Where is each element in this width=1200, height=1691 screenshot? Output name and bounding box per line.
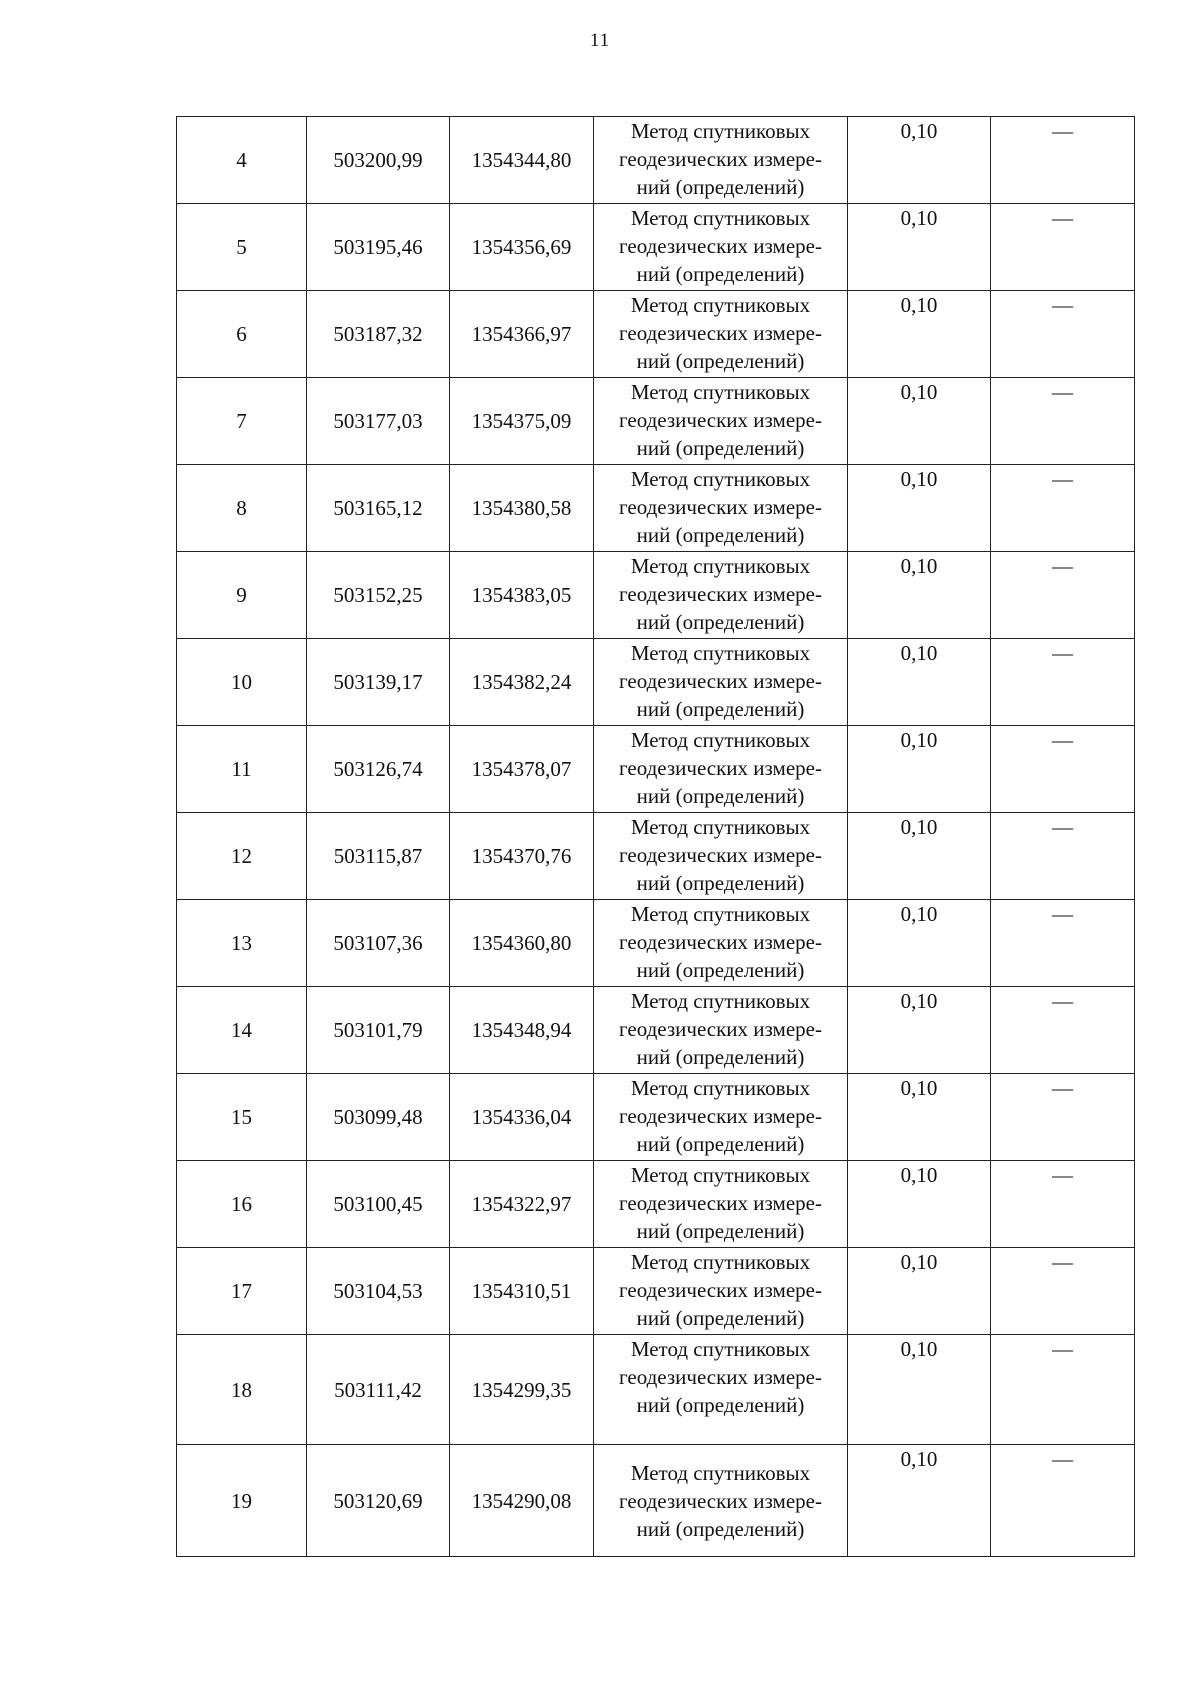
method-line: геодезических измере- xyxy=(619,1278,822,1302)
accuracy-cell: 0,10 xyxy=(848,378,991,465)
dash-mark: — xyxy=(1052,1076,1073,1100)
method-line: ний (определений) xyxy=(636,871,805,895)
y-coordinate-cell: 1354356,69 xyxy=(450,204,594,291)
method-line: геодезических измере- xyxy=(619,1191,822,1215)
method-line: Метод спутниковых xyxy=(630,119,811,143)
method-line: Метод спутниковых xyxy=(630,728,811,752)
y-coordinate-cell: 1354310,51 xyxy=(450,1248,594,1335)
method-line: геодезических измере- xyxy=(619,321,822,345)
y-coordinate-cell: 1354290,08 xyxy=(450,1445,594,1557)
method-cell xyxy=(594,1161,848,1248)
y-coordinate-cell: 1354383,05 xyxy=(450,552,594,639)
method-line: ний (определений) xyxy=(636,1045,805,1069)
method-line: ний (определений) xyxy=(636,1132,805,1156)
accuracy-cell: 0,10 xyxy=(848,204,991,291)
method-line: Метод спутниковых xyxy=(630,1076,811,1100)
point-number-cell: 17 xyxy=(177,1248,307,1335)
accuracy-cell: 0,10 xyxy=(848,465,991,552)
note-cell xyxy=(991,1161,1135,1248)
x-coordinate-cell: 503101,79 xyxy=(307,987,450,1074)
method-line: ний (определений) xyxy=(636,262,805,286)
point-number-cell: 15 xyxy=(177,1074,307,1161)
table-row xyxy=(177,1074,1135,1161)
y-coordinate-cell: 1354344,80 xyxy=(450,117,594,204)
x-coordinate-cell: 503165,12 xyxy=(307,465,450,552)
method-cell xyxy=(594,900,848,987)
method-line: Метод спутниковых xyxy=(630,1250,811,1274)
dash-mark: — xyxy=(1052,728,1073,752)
page-number: 11 xyxy=(589,30,611,51)
note-cell xyxy=(991,465,1135,552)
method-line: Метод спутниковых xyxy=(630,989,811,1013)
method-line: ний (определений) xyxy=(636,784,805,808)
method-cell xyxy=(594,291,848,378)
accuracy-cell: 0,10 xyxy=(848,1335,991,1445)
table-row xyxy=(177,378,1135,465)
method-line: ний (определений) xyxy=(636,175,805,199)
table-row xyxy=(177,1248,1135,1335)
method-line: Метод спутниковых xyxy=(630,554,811,578)
point-number-cell: 9 xyxy=(177,552,307,639)
point-number-cell: 12 xyxy=(177,813,307,900)
dash-mark: — xyxy=(1052,119,1073,143)
table-row xyxy=(177,987,1135,1074)
x-coordinate-cell: 503177,03 xyxy=(307,378,450,465)
accuracy-cell: 0,10 xyxy=(848,552,991,639)
dash-mark: — xyxy=(1052,206,1073,230)
method-line: ний (определений) xyxy=(636,1219,805,1243)
method-line: геодезических измере- xyxy=(619,930,822,954)
y-coordinate-cell: 1354378,07 xyxy=(450,726,594,813)
x-coordinate-cell: 503195,46 xyxy=(307,204,450,291)
accuracy-cell: 0,10 xyxy=(848,900,991,987)
point-number-cell: 5 xyxy=(177,204,307,291)
note-cell xyxy=(991,378,1135,465)
method-cell xyxy=(594,1335,848,1445)
table-row xyxy=(177,465,1135,552)
note-cell xyxy=(991,117,1135,204)
method-line: Метод спутниковых xyxy=(630,467,811,491)
method-line: Метод спутниковых xyxy=(630,1337,811,1361)
method-line: ний (определений) xyxy=(636,958,805,982)
accuracy-cell: 0,10 xyxy=(848,726,991,813)
table-row xyxy=(177,813,1135,900)
dash-mark: — xyxy=(1052,641,1073,665)
dash-mark: — xyxy=(1052,1447,1073,1471)
method-line: ний (определений) xyxy=(636,610,805,634)
x-coordinate-cell: 503139,17 xyxy=(307,639,450,726)
accuracy-cell: 0,10 xyxy=(848,291,991,378)
table-row xyxy=(177,1161,1135,1248)
table-row xyxy=(177,291,1135,378)
dash-mark: — xyxy=(1052,815,1073,839)
method-cell xyxy=(594,378,848,465)
x-coordinate-cell: 503115,87 xyxy=(307,813,450,900)
method-cell xyxy=(594,465,848,552)
x-coordinate-cell: 503200,99 xyxy=(307,117,450,204)
method-line: геодезических измере- xyxy=(619,147,822,171)
accuracy-cell: 0,10 xyxy=(848,639,991,726)
method-line: Метод спутниковых xyxy=(630,815,811,839)
x-coordinate-cell: 503099,48 xyxy=(307,1074,450,1161)
table-row xyxy=(177,1335,1135,1445)
table-row xyxy=(177,1445,1135,1557)
dash-mark: — xyxy=(1052,380,1073,404)
method-line: Метод спутниковых xyxy=(630,1460,811,1485)
point-number-cell: 13 xyxy=(177,900,307,987)
note-cell xyxy=(991,1248,1135,1335)
note-cell xyxy=(991,726,1135,813)
dash-mark: — xyxy=(1052,902,1073,926)
method-line: геодезических измере- xyxy=(619,408,822,432)
method-line: ний (определений) xyxy=(636,349,805,373)
method-cell xyxy=(594,726,848,813)
method-cell xyxy=(594,204,848,291)
accuracy-cell: 0,10 xyxy=(848,1161,991,1248)
point-number-cell: 11 xyxy=(177,726,307,813)
method-cell xyxy=(594,1445,848,1557)
method-cell xyxy=(594,552,848,639)
note-cell xyxy=(991,987,1135,1074)
method-cell xyxy=(594,987,848,1074)
point-number-cell: 19 xyxy=(177,1445,307,1557)
x-coordinate-cell: 503104,53 xyxy=(307,1248,450,1335)
point-number-cell: 7 xyxy=(177,378,307,465)
note-cell xyxy=(991,1445,1135,1557)
method-line: ний (определений) xyxy=(636,1306,805,1330)
method-line: геодезических измере- xyxy=(619,1488,822,1513)
method-line: геодезических измере- xyxy=(619,582,822,606)
note-cell xyxy=(991,813,1135,900)
y-coordinate-cell: 1354382,24 xyxy=(450,639,594,726)
method-line: Метод спутниковых xyxy=(630,380,811,404)
note-cell xyxy=(991,552,1135,639)
table-body xyxy=(177,117,1135,1557)
method-line: геодезических измере- xyxy=(619,1104,822,1128)
note-cell xyxy=(991,639,1135,726)
point-number-cell: 14 xyxy=(177,987,307,1074)
point-number-cell: 18 xyxy=(177,1335,307,1445)
x-coordinate-cell: 503152,25 xyxy=(307,552,450,639)
method-line: Метод спутниковых xyxy=(630,641,811,665)
method-line: геодезических измере- xyxy=(619,843,822,867)
point-number-cell: 10 xyxy=(177,639,307,726)
x-coordinate-cell: 503107,36 xyxy=(307,900,450,987)
accuracy-cell: 0,10 xyxy=(848,117,991,204)
method-cell xyxy=(594,1074,848,1161)
method-line: ний (определений) xyxy=(636,523,805,547)
table-row xyxy=(177,726,1135,813)
table-row xyxy=(177,900,1135,987)
point-number-cell: 4 xyxy=(177,117,307,204)
note-cell xyxy=(991,900,1135,987)
accuracy-cell: 0,10 xyxy=(848,813,991,900)
method-line: геодезических измере- xyxy=(619,669,822,693)
y-coordinate-cell: 1354299,35 xyxy=(450,1335,594,1445)
y-coordinate-cell: 1354322,97 xyxy=(450,1161,594,1248)
point-number-cell: 16 xyxy=(177,1161,307,1248)
method-line: ний (определений) xyxy=(636,1393,805,1417)
method-cell xyxy=(594,813,848,900)
dash-mark: — xyxy=(1052,1163,1073,1187)
point-number-cell: 6 xyxy=(177,291,307,378)
dash-mark: — xyxy=(1052,554,1073,578)
x-coordinate-cell: 503100,45 xyxy=(307,1161,450,1248)
note-cell xyxy=(991,204,1135,291)
table-row xyxy=(177,117,1135,204)
x-coordinate-cell: 503126,74 xyxy=(307,726,450,813)
note-cell xyxy=(991,1074,1135,1161)
table-row xyxy=(177,204,1135,291)
method-line: геодезических измере- xyxy=(619,1017,822,1041)
method-line: ний (определений) xyxy=(636,436,805,460)
method-cell xyxy=(594,639,848,726)
accuracy-cell: 0,10 xyxy=(848,1248,991,1335)
y-coordinate-cell: 1354336,04 xyxy=(450,1074,594,1161)
table-row xyxy=(177,639,1135,726)
note-cell xyxy=(991,291,1135,378)
method-line: Метод спутниковых xyxy=(630,293,811,317)
y-coordinate-cell: 1354360,80 xyxy=(450,900,594,987)
method-line: геодезических измере- xyxy=(619,1365,822,1389)
y-coordinate-cell: 1354370,76 xyxy=(450,813,594,900)
method-cell xyxy=(594,117,848,204)
accuracy-cell: 0,10 xyxy=(848,1445,991,1557)
dash-mark: — xyxy=(1052,1337,1073,1361)
note-cell xyxy=(991,1335,1135,1445)
dash-mark: — xyxy=(1052,989,1073,1013)
y-coordinate-cell: 1354380,58 xyxy=(450,465,594,552)
method-cell xyxy=(594,1248,848,1335)
x-coordinate-cell: 503120,69 xyxy=(307,1445,450,1557)
method-line: Метод спутниковых xyxy=(630,206,811,230)
y-coordinate-cell: 1354366,97 xyxy=(450,291,594,378)
dash-mark: — xyxy=(1052,467,1073,491)
method-line: геодезических измере- xyxy=(619,756,822,780)
method-line: Метод спутниковых xyxy=(630,902,811,926)
method-line: геодезических измере- xyxy=(619,495,822,519)
x-coordinate-cell: 503111,42 xyxy=(307,1335,450,1445)
table-row xyxy=(177,552,1135,639)
dash-mark: — xyxy=(1052,1250,1073,1274)
point-number-cell: 8 xyxy=(177,465,307,552)
x-coordinate-cell: 503187,32 xyxy=(307,291,450,378)
dash-mark: — xyxy=(1052,293,1073,317)
method-line: Метод спутниковых xyxy=(630,1163,811,1187)
method-line: ний (определений) xyxy=(636,697,805,721)
accuracy-cell: 0,10 xyxy=(848,1074,991,1161)
coordinates-table xyxy=(176,116,1135,1557)
y-coordinate-cell: 1354348,94 xyxy=(450,987,594,1074)
method-line: ний (определений) xyxy=(636,1516,805,1541)
y-coordinate-cell: 1354375,09 xyxy=(450,378,594,465)
method-line: геодезических измере- xyxy=(619,234,822,258)
accuracy-cell: 0,10 xyxy=(848,987,991,1074)
